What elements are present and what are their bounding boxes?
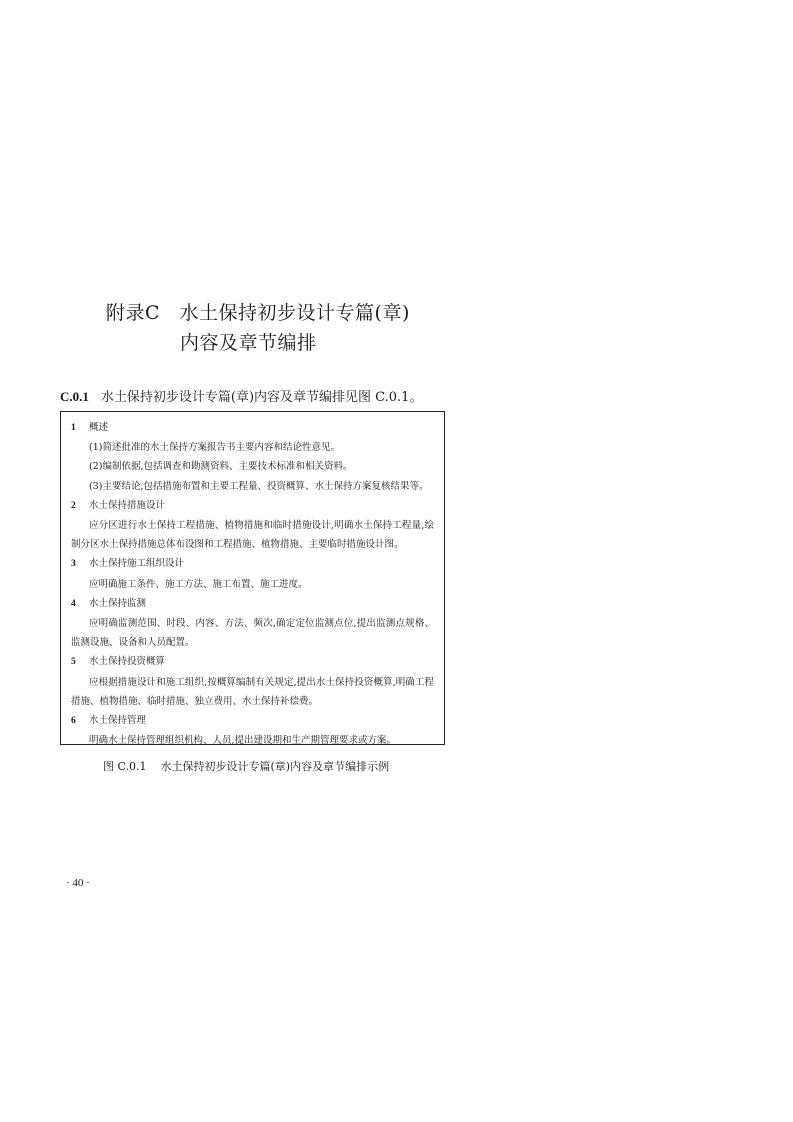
section-6-heading <box>71 711 434 731</box>
section-1-title: 概述 <box>89 422 109 433</box>
section-1-item-1: (1)简述批准的水土保持方案报告书主要内容和结论性意见。 <box>89 442 340 454</box>
figure-caption <box>103 759 389 775</box>
section-4-text: 应明确监测范围、时段、内容、方法、频次,确定定位监测点位,提出监测点规格、监测设施、设备和人员配置。 <box>71 618 434 649</box>
section-6-text: 明确水土保持管理组织机构、人员,提出建设期和生产期管理要求或方案。 <box>89 735 397 747</box>
section-3-title: 水土保持施工组织设计 <box>89 558 185 570</box>
section-3-number: 3 <box>71 559 76 570</box>
section-5-heading <box>71 652 434 672</box>
section-4-number: 4 <box>71 598 76 609</box>
appendix-title <box>106 298 410 358</box>
figure-caption-text: 水土保持初步设计专篇(章)内容及章节编排示例 <box>160 760 390 773</box>
section-3-heading <box>71 554 434 574</box>
section-6-number: 6 <box>71 716 76 727</box>
section-2-number: 2 <box>71 500 76 511</box>
clause-text: 水土保持初步设计专篇(章)内容及章节编排见图 C.0.1。 <box>100 390 423 405</box>
appendix-title-line-2: 内容及章节编排 <box>180 332 317 354</box>
section-2-heading <box>71 496 434 516</box>
section-5-number: 5 <box>71 657 76 668</box>
section-1-number: 1 <box>71 423 76 433</box>
section-5-title: 水土保持投资概算 <box>89 656 166 668</box>
figure-c-0-1-box <box>60 411 445 745</box>
section-1-heading <box>71 418 434 438</box>
page-number: · 40 · <box>66 877 90 889</box>
section-2-title: 水土保持措施设计 <box>89 499 166 511</box>
section-2-text: 应分区进行水土保持工程措施、植物措施和临时措施设计,明确水土保持工程量,绘制分区水土保持措施总体布设图和工程措施、植物措施、主要临时措施设计图。 <box>71 520 434 551</box>
section-5-text: 应根据措施设计和施工组织,按概算编制有关规定,提出水土保持投资概算,明确工程措施、植物措施、临时措施、独立费用、水土保持补偿费。 <box>71 676 434 707</box>
figure-caption-number: 图 C.0.1 <box>103 760 147 773</box>
section-1-item-2: (2)编制依据,包括调查和勘测资料、主要技术标准和相关资料。 <box>89 461 353 473</box>
section-1-item-3: (3)主要结论,包括措施布置和主要工程量、投资概算、水土保持方案复核结果等。 <box>89 480 429 492</box>
section-3-text: 应明确施工条件、施工方法、施工布置、施工进度。 <box>89 578 308 590</box>
appendix-title-line-1: 附录C 水土保持初步设计专篇(章) <box>106 302 410 324</box>
clause-c-0-1 <box>60 388 422 407</box>
section-4-title: 水土保持监测 <box>89 597 147 609</box>
clause-number: C.0.1 <box>60 389 89 404</box>
section-6-title: 水土保持管理 <box>89 715 147 727</box>
section-4-heading <box>71 594 434 614</box>
